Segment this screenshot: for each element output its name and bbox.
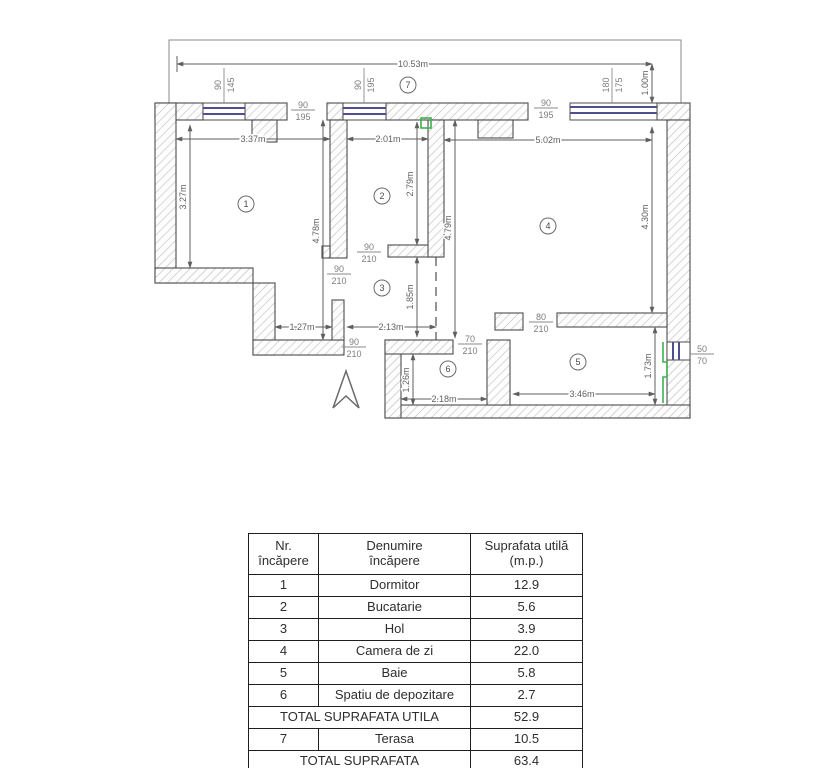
svg-text:90: 90 — [363, 242, 375, 252]
cell-area: 22.0 — [471, 641, 583, 663]
svg-text:4.78m: 4.78m — [311, 218, 321, 244]
room-marker-4 — [540, 218, 556, 234]
area-table — [248, 533, 583, 768]
svg-text:195: 195 — [538, 110, 554, 120]
dim-room5-height — [643, 327, 655, 405]
table-row — [249, 619, 583, 641]
table-row — [249, 729, 583, 751]
svg-text:210: 210 — [533, 324, 549, 334]
svg-text:70: 70 — [696, 356, 708, 366]
svg-text:3.27m: 3.27m — [178, 184, 188, 210]
dim-room4-width — [444, 135, 652, 145]
svg-text:2.01m: 2.01m — [375, 134, 401, 144]
svg-text:1.73m: 1.73m — [643, 353, 653, 379]
walls — [155, 103, 690, 418]
cell-area: 3.9 — [471, 619, 583, 641]
svg-text:145: 145 — [226, 77, 236, 93]
svg-text:2.18m: 2.18m — [431, 394, 457, 404]
cell-nr: 6 — [249, 685, 319, 707]
svg-text:5.02m: 5.02m — [535, 135, 561, 145]
window-label-room1 — [213, 68, 236, 103]
svg-text:195: 195 — [366, 77, 376, 93]
svg-text:2.13m: 2.13m — [378, 322, 404, 332]
svg-text:6: 6 — [445, 364, 451, 374]
room-marker-2 — [374, 188, 390, 204]
dim-left-span-height — [311, 120, 323, 340]
total-utila-value: 52.9 — [471, 707, 583, 729]
dim-room2-width — [347, 134, 428, 144]
table-row — [249, 597, 583, 619]
cell-nr: 1 — [249, 575, 319, 597]
window-room5 — [667, 342, 690, 360]
table-header-row — [249, 534, 583, 575]
total-utila-row — [249, 707, 583, 729]
svg-text:3.37m: 3.37m — [240, 134, 266, 144]
room-marker-3 — [374, 280, 390, 296]
door-label-room6 — [458, 334, 482, 356]
svg-text:10.53m: 10.53m — [397, 59, 429, 69]
svg-text:3.46m: 3.46m — [569, 389, 595, 399]
svg-text:7: 7 — [405, 80, 411, 90]
svg-text:90: 90 — [348, 337, 360, 347]
dim-total-width — [177, 56, 652, 72]
cell-name: Camera de zi — [319, 641, 471, 663]
room-marker-5 — [570, 354, 586, 370]
window-room4 — [570, 103, 657, 120]
svg-text:90: 90 — [213, 79, 223, 91]
dim-room2-height — [405, 122, 417, 245]
dim-room6-height — [401, 354, 413, 405]
door-label-hall — [342, 337, 366, 359]
door-label-room2 — [357, 242, 381, 264]
towel-rail-marker — [663, 342, 667, 403]
svg-text:210: 210 — [331, 276, 347, 286]
svg-text:195: 195 — [295, 112, 311, 122]
dim-terrace-depth — [640, 64, 652, 103]
table-row — [249, 685, 583, 707]
dim-room1-width — [176, 134, 330, 144]
window-room2 — [343, 103, 386, 120]
room-marker-7 — [400, 77, 416, 93]
room-marker-6 — [440, 361, 456, 377]
cell-nr: 4 — [249, 641, 319, 663]
svg-text:5: 5 — [575, 357, 581, 367]
window-label-room2 — [353, 68, 376, 103]
door-label-terrace-room4 — [534, 98, 558, 120]
svg-text:3: 3 — [379, 283, 385, 293]
cell-nr: 2 — [249, 597, 319, 619]
door-label-terrace-room1 — [291, 100, 315, 122]
cell-area: 10.5 — [471, 729, 583, 751]
svg-text:70: 70 — [464, 334, 476, 344]
svg-text:4.79m: 4.79m — [443, 215, 453, 241]
svg-text:4.30m: 4.30m — [640, 204, 650, 230]
total-utila-label: TOTAL SUPRAFATA UTILA — [249, 707, 471, 729]
dim-hall-open-height — [405, 257, 417, 337]
dim-room5-width — [513, 389, 655, 399]
svg-text:90: 90 — [333, 264, 345, 274]
svg-text:90: 90 — [540, 98, 552, 108]
svg-text:90: 90 — [353, 79, 363, 91]
cell-name: Terasa — [319, 729, 471, 751]
window-label-room5 — [690, 344, 714, 366]
dim-room6-width — [401, 394, 487, 404]
cell-name: Baie — [319, 663, 471, 685]
svg-text:1.27m: 1.27m — [289, 322, 315, 332]
header-area: Suprafata utilă (m.p.) — [471, 534, 583, 575]
total-label: TOTAL SUPRAFATA — [249, 751, 471, 768]
svg-text:1.85m: 1.85m — [405, 284, 415, 310]
cell-name: Spatiu de depozitare — [319, 685, 471, 707]
svg-text:210: 210 — [361, 254, 377, 264]
header-name: Denumire încăpere — [319, 534, 471, 575]
table-row — [249, 641, 583, 663]
header-nr: Nr. încăpere — [249, 534, 319, 575]
total-row — [249, 751, 583, 768]
dim-mid-span-height — [443, 120, 455, 338]
window-label-room4 — [601, 68, 624, 103]
svg-text:4: 4 — [545, 221, 551, 231]
svg-text:1.00m: 1.00m — [640, 70, 650, 96]
total-value: 63.4 — [471, 751, 583, 768]
svg-text:1: 1 — [243, 199, 249, 209]
svg-text:175: 175 — [614, 77, 624, 93]
svg-text:2.79m: 2.79m — [405, 171, 415, 197]
svg-text:180: 180 — [601, 77, 611, 93]
window-room1 — [203, 103, 245, 120]
svg-text:90: 90 — [297, 100, 309, 110]
svg-text:1.26m: 1.26m — [401, 367, 411, 393]
cell-area: 5.8 — [471, 663, 583, 685]
cell-name: Hol — [319, 619, 471, 641]
cell-area: 2.7 — [471, 685, 583, 707]
table-row — [249, 663, 583, 685]
svg-text:2: 2 — [379, 191, 385, 201]
cell-area: 5.6 — [471, 597, 583, 619]
door-label-room1 — [327, 264, 351, 286]
dim-room4-height — [640, 127, 652, 313]
room-marker-1 — [238, 196, 254, 212]
svg-text:80: 80 — [535, 312, 547, 322]
cell-nr: 5 — [249, 663, 319, 685]
cell-area: 12.9 — [471, 575, 583, 597]
dim-hall-width — [347, 322, 436, 332]
svg-text:210: 210 — [462, 346, 478, 356]
dim-room1-height — [178, 125, 190, 268]
cell-nr: 7 — [249, 729, 319, 751]
door-label-room5 — [529, 312, 553, 334]
table-row — [249, 575, 583, 597]
cell-nr: 3 — [249, 619, 319, 641]
svg-text:50: 50 — [696, 344, 708, 354]
cell-name: Dormitor — [319, 575, 471, 597]
svg-text:210: 210 — [346, 349, 362, 359]
terrace-outline — [169, 40, 681, 103]
cell-name: Bucatarie — [319, 597, 471, 619]
north-arrow-icon — [333, 371, 359, 408]
